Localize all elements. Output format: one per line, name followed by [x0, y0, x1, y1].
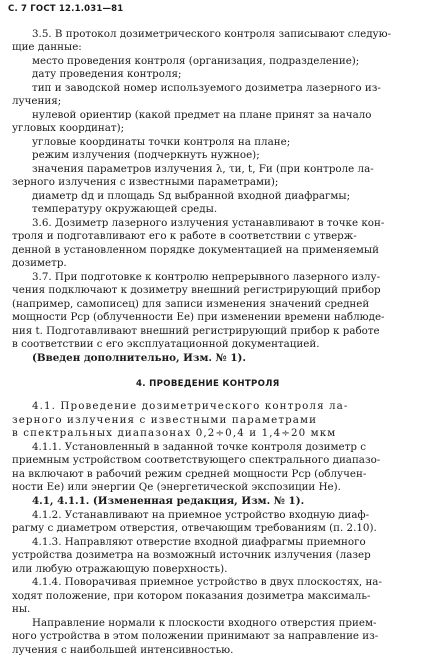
text-line: 4.1.3. Направляют отверстие входной диафрагмы приемного	[32, 536, 366, 548]
text-line: 4.1.2. Устанавливают на приемное устройство входную диаф-	[32, 509, 370, 521]
text-line: значения параметров излучения λ, τи, t, Fи (при контроле ла-	[32, 163, 374, 175]
text-line: диаметр dд и площадь Sд выбранной входной диафрагмы;	[32, 190, 351, 202]
text-line: 4.1.1. Установленный в заданной точке контроля дозиметр с	[32, 441, 366, 453]
text-line: дозиметр.	[12, 257, 67, 269]
text-line: ности Ee) или энергии Qe (энергетической экспозиции He).	[12, 481, 341, 493]
text-line: щие данные:	[12, 41, 82, 53]
text-line: Направление нормали к плоскости входного отверстия прием-	[32, 617, 377, 629]
subsection-title: в спектральных диапазонах 0,2÷0,4 и 1,4÷20 мкм	[12, 427, 337, 439]
text-line: в соответствии с его эксплуатационной документацией.	[12, 338, 320, 350]
text-line: нулевой ориентир (какой предмет на плане принят за начало	[32, 109, 372, 121]
text-line: чения подключают к дозиметру внешний регистрирующий прибор	[12, 284, 381, 296]
amendment-note: 4.1, 4.1.1. (Измененная редакция, Изм. № 1).	[32, 495, 305, 507]
subsection-title: 4.1. Проведение дозиметрического контроля ла-	[32, 400, 349, 412]
text-line: 4.1.4. Поворачивая приемное устройство в двух плоскостях, на-	[32, 576, 382, 588]
text-line: устройства дозиметра на возможный источник излучения (лазер	[12, 549, 371, 561]
text-line: мощности Pср (облученности Ee) при изменении времени наблюде-	[12, 311, 385, 323]
text-line: тип и заводской номер используемого дозиметра лазерного из-	[32, 82, 381, 94]
text-line: ного устройства в этом положении принимают за направление из-	[12, 630, 379, 642]
text-line: или любую отражающую поверхность).	[12, 563, 228, 575]
subsection-title: зерного излучения с известными параметрами	[12, 414, 318, 426]
text-line: приемным устройством соответствующего спектрального диапазо-	[12, 454, 381, 466]
text-line: рагму с диаметром отверстия, отвечающим требованиям (п. 2.10).	[12, 522, 377, 534]
text-line: троля и подготавливают его к работе в соответствии с утверж-	[12, 230, 357, 242]
text-line: лучения;	[12, 95, 62, 107]
text-line: температуру окружающей среды.	[32, 203, 218, 215]
text-line: денной в установленном порядке документацией на применяемый	[12, 244, 379, 256]
text-line: 3.5. В протокол дозиметрического контроля записывают следую-	[32, 28, 392, 40]
text-line: зерного излучения с известными параметрами);	[12, 176, 279, 188]
text-line: (например, самописец) для записи изменения значений средней	[12, 298, 370, 310]
text-line: дату проведения контроля;	[32, 68, 182, 80]
text-line: на включают в рабочий режим средней мощности Pср (облучен-	[12, 468, 367, 480]
text-line: 3.7. При подготовке к контролю непрерывного лазерного излу-	[32, 271, 381, 283]
text-line: угловые координаты точки контроля на плане;	[32, 136, 291, 148]
text-line: 3.6. Дозиметр лазерного излучения устанавливают в точке кон-	[32, 217, 385, 229]
text-line: ния t. Подготавливают внешний регистрирующий прибор к работе	[12, 325, 380, 337]
text-line: режим излучения (подчеркнуть нужное);	[32, 149, 260, 161]
page-header: С. 7 ГОСТ 12.1.031—81	[8, 4, 124, 14]
section-heading: 4. ПРОВЕДЕНИЕ КОНТРОЛЯ	[136, 379, 280, 389]
text-line: место проведения контроля (организация, подразделение);	[32, 55, 360, 67]
text-line: ны.	[12, 603, 31, 615]
text-line: угловых координат);	[12, 122, 125, 134]
text-line: лучения с наибольшей интенсивностью.	[12, 644, 234, 656]
amendment-note: (Введен дополнительно, Изм. № 1).	[32, 352, 246, 364]
text-line: ходят положение, при котором показания дозиметра максималь-	[12, 590, 371, 602]
